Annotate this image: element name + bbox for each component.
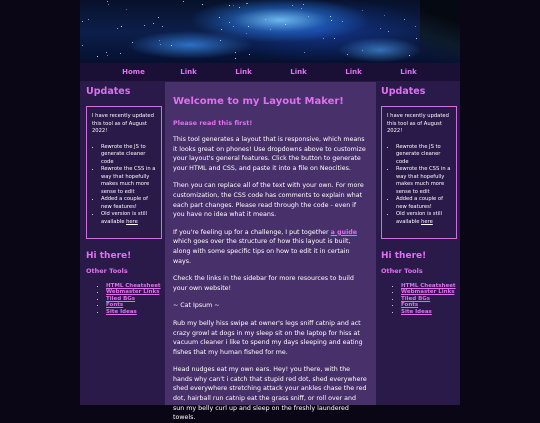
star-dot bbox=[229, 22, 230, 23]
tool-link-html-cheatsheet[interactable]: HTML Cheatsheet bbox=[401, 283, 456, 289]
nav-link-1[interactable]: Link bbox=[180, 68, 197, 76]
star-dot bbox=[323, 38, 324, 39]
star-dot bbox=[106, 52, 107, 53]
star-dot bbox=[384, 15, 385, 16]
left-updates-heading: Updates bbox=[86, 86, 131, 97]
star-dot bbox=[82, 21, 83, 22]
tool-link-tiled-bgs[interactable]: Tiled BGs bbox=[401, 295, 431, 302]
list-item: • Rewrote the JS to generate cleaner code bbox=[101, 144, 158, 167]
read-first-heading: Please read this first! bbox=[173, 119, 253, 127]
star-dot bbox=[330, 16, 331, 17]
old-version-text: Old version is still available bbox=[396, 211, 442, 225]
star-dot bbox=[246, 3, 247, 4]
star-dot bbox=[107, 1, 108, 2]
list-item bbox=[401, 309, 457, 315]
star-dot bbox=[416, 38, 417, 39]
right-updates-list bbox=[387, 144, 453, 227]
tool-link-fonts[interactable]: Fonts bbox=[401, 302, 419, 309]
left-hi-heading: Hi there! bbox=[86, 251, 132, 261]
star-dot bbox=[331, 20, 332, 21]
tool-link-tiled-bgs[interactable]: Tiled BGs bbox=[106, 295, 136, 302]
star-dot bbox=[301, 8, 302, 9]
list-item: • Added a couple of new features! bbox=[396, 196, 453, 211]
star-dot bbox=[126, 9, 127, 10]
star-dot bbox=[132, 42, 133, 43]
list-item bbox=[396, 211, 453, 226]
star-dot bbox=[158, 17, 159, 18]
star-dot bbox=[247, 3, 248, 4]
right-updates-intro: I have recently updated this tool as of August 2022! bbox=[387, 113, 449, 134]
star-dot bbox=[202, 4, 203, 5]
list-item: • Rewrote the CSS in a way that hopefully makes much more sense to edit bbox=[396, 166, 453, 196]
left-tools-list bbox=[86, 283, 162, 315]
star-dot bbox=[117, 28, 118, 29]
top-navigation bbox=[80, 63, 460, 81]
list-item: • Added a couple of new features! bbox=[101, 196, 158, 211]
star-dot bbox=[292, 5, 293, 6]
star-dot bbox=[265, 19, 266, 20]
star-dot bbox=[235, 58, 236, 59]
tool-link-webmaster-links[interactable]: Webmaster Links bbox=[106, 289, 160, 296]
left-updates-list bbox=[92, 144, 158, 227]
star-dot bbox=[171, 45, 172, 46]
right-updates-heading: Updates bbox=[381, 86, 426, 97]
star-dot bbox=[120, 53, 121, 54]
right-tools-heading: Other Tools bbox=[381, 267, 423, 275]
star-dot bbox=[144, 25, 145, 26]
right-updates-box bbox=[381, 106, 457, 239]
star-dot bbox=[220, 40, 221, 41]
star-dot bbox=[162, 26, 163, 27]
star-dot bbox=[342, 21, 343, 22]
nav-link-5[interactable]: Link bbox=[400, 68, 417, 76]
star-dot bbox=[239, 7, 240, 8]
guide-link[interactable]: a guide bbox=[330, 228, 358, 236]
star-dot bbox=[233, 5, 234, 6]
old-version-link[interactable]: here bbox=[126, 218, 138, 225]
star-dot bbox=[233, 26, 234, 27]
star-dot bbox=[97, 56, 98, 57]
page-title: Welcome to my Layout Maker! bbox=[173, 96, 344, 107]
header-banner-image bbox=[80, 0, 460, 63]
star-dot bbox=[304, 52, 305, 53]
star-dot bbox=[249, 54, 250, 55]
tool-link-html-cheatsheet[interactable]: HTML Cheatsheet bbox=[106, 283, 161, 289]
cat-ipsum-paragraph-1: Rub my belly hiss swipe at owner's legs sniff catnip and act crazy growl at dogs in my sleep sit on the laptop for hiss at vacuum cleaner i like to spend my days sleeping and eating fishes that my human fished for me. bbox=[173, 319, 363, 356]
nav-link-home[interactable]: Home bbox=[122, 68, 145, 76]
star-dot bbox=[235, 52, 236, 53]
list-item: • Rewrote the JS to generate cleaner code bbox=[396, 144, 453, 167]
guide-text-after: which goes over the structure of how this layout is built, along with some specific tips on how to edit it in certain ways. bbox=[173, 238, 351, 265]
foliage-silhouette bbox=[420, 0, 460, 63]
main-content bbox=[165, 82, 376, 422]
star-dot bbox=[219, 17, 220, 18]
star-dot bbox=[108, 4, 109, 5]
nav-link-2[interactable]: Link bbox=[235, 68, 252, 76]
list-item: • Rewrote the CSS in a way that hopefully makes much more sense to edit bbox=[101, 166, 158, 196]
guide-paragraph bbox=[173, 228, 368, 266]
old-version-link[interactable]: here bbox=[421, 218, 433, 225]
star-dot bbox=[82, 45, 83, 46]
star-dot bbox=[153, 23, 154, 24]
star-dot bbox=[388, 31, 389, 32]
old-version-text: Old version is still available bbox=[101, 211, 147, 225]
tool-link-site-ideas[interactable]: Site Ideas bbox=[401, 308, 432, 315]
nav-link-3[interactable]: Link bbox=[290, 68, 307, 76]
star-dot bbox=[308, 16, 309, 17]
star-dot bbox=[285, 24, 286, 25]
star-dot bbox=[248, 26, 249, 27]
left-updates-intro: I have recently updated this tool as of August 2022! bbox=[92, 113, 154, 134]
star-dot bbox=[270, 29, 271, 30]
tool-link-site-ideas[interactable]: Site Ideas bbox=[106, 308, 137, 315]
right-hi-heading: Hi there! bbox=[381, 251, 427, 261]
right-sidebar bbox=[381, 86, 457, 315]
star-dot bbox=[362, 50, 363, 51]
star-dot bbox=[409, 55, 410, 56]
left-updates-box bbox=[86, 106, 162, 239]
guide-text-before: If you're feeling up for a challenge, I put together bbox=[173, 228, 331, 236]
cat-ipsum-heading: ~ Cat Ipsum ~ bbox=[173, 302, 220, 310]
intro-paragraph: This tool generates a layout that is responsive, which means it looks great on phones! Use dropdowns above to customize your layout's general features. Click the button to generate your HTML and CSS, and paste it into a file on Neocities. bbox=[173, 136, 366, 172]
right-tools-list bbox=[381, 283, 457, 315]
star-dot bbox=[347, 54, 348, 55]
star-dot bbox=[160, 44, 161, 45]
star-dot bbox=[404, 19, 405, 20]
star-dot bbox=[415, 26, 416, 27]
cat-ipsum-paragraph-2: Head nudges eat my own ears. Hey! you there, with the hands why can't i catch that stupid red dot, shed everywhere shed everywhere stretching attack your ankles chase the red dot, hairball run catnip eat the grass sniff, or roll over and sun my belly curl up and sleep on the freshly laundered towels. bbox=[173, 366, 367, 422]
star-dot bbox=[303, 4, 304, 5]
star-dot bbox=[183, 1, 184, 2]
left-tools-heading: Other Tools bbox=[86, 267, 128, 275]
nav-link-4[interactable]: Link bbox=[345, 68, 362, 76]
star-dot bbox=[159, 40, 160, 41]
star-dot bbox=[221, 29, 222, 30]
star-dot bbox=[246, 33, 247, 34]
page-container bbox=[80, 0, 460, 422]
star-dot bbox=[121, 26, 122, 27]
left-sidebar bbox=[86, 86, 162, 315]
tool-link-webmaster-links[interactable]: Webmaster Links bbox=[401, 289, 455, 296]
star-dot bbox=[229, 5, 230, 6]
star-dot bbox=[362, 10, 363, 11]
customize-paragraph: Then you can replace all of the text with your own. For more customization, the CSS code has comments to explain what each part changes. Please read through the code - even if you have no idea what it means. bbox=[173, 182, 364, 219]
sidebar-hint-paragraph: Check the links in the sidebar for more resources to build your own website! bbox=[173, 275, 354, 292]
star-dot bbox=[380, 28, 381, 29]
star-dot bbox=[334, 38, 335, 39]
star-dot bbox=[88, 19, 89, 20]
star-dot bbox=[107, 55, 108, 56]
list-item bbox=[106, 309, 162, 315]
list-item bbox=[101, 211, 158, 226]
tool-link-fonts[interactable]: Fonts bbox=[106, 302, 124, 309]
